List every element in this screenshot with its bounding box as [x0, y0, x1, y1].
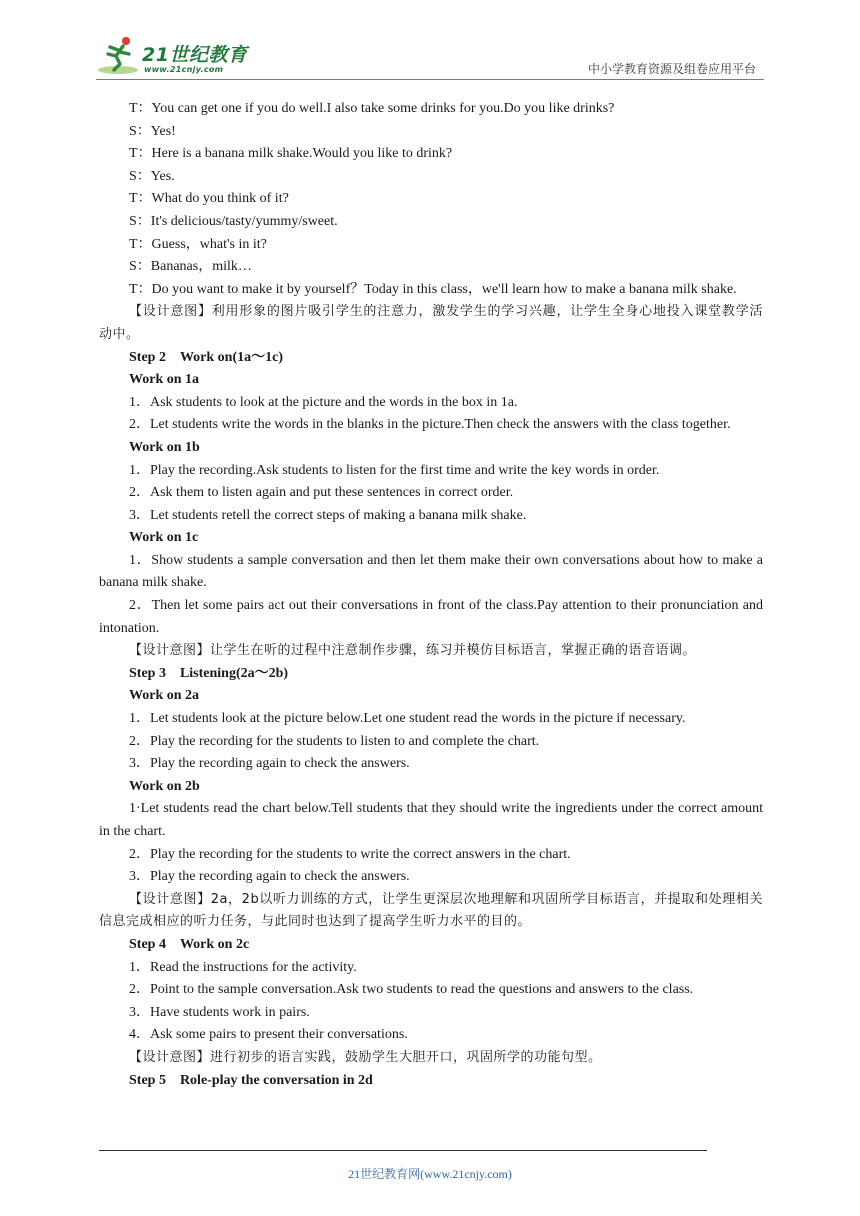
- section-heading: Step 3 Listening(2a～2b): [129, 665, 289, 681]
- design-intent-paragraph: 【设计意图】利用形象的图片吸引学生的注意力，激发学生的学习兴趣，让学生全身心地投入课堂教学活动中。: [99, 304, 763, 342]
- paragraph: 1．Read the instructions for the activity.: [129, 959, 357, 975]
- paragraph: T：Guess，what's in it?: [129, 236, 267, 252]
- paragraph: 2．Point to the sample conversation.Ask two students to read the questions and answers to the class.: [129, 982, 694, 998]
- paragraph: 2．Ask them to listen again and put these sentences in correct order.: [129, 485, 514, 501]
- section-heading: Step 4 Work on 2c: [129, 936, 250, 952]
- logo-url: www.21cnjy.com: [144, 65, 224, 74]
- paragraph: 3．Let students retell the correct steps of making a banana milk shake.: [129, 507, 527, 523]
- paragraph: T：Do you want to make it by yourself？Today in this class，we'll learn how to make a banana milk shake.: [129, 281, 737, 297]
- paragraph: 3．Have students work in pairs.: [129, 1004, 310, 1020]
- section-heading: Work on 1b: [129, 439, 200, 455]
- section-heading: Work on 1c: [129, 530, 199, 546]
- logo: [96, 34, 266, 78]
- logo-text: 21世纪教育: [142, 44, 248, 66]
- paragraph: 2．Let students write the words in the blanks in the picture.Then check the answers with the class together.: [129, 417, 731, 433]
- paragraph: 2．Play the recording for the students to write the correct answers in the chart.: [129, 846, 571, 862]
- design-intent-paragraph: 【设计意图】让学生在听的过程中注意制作步骤，练习并模仿目标语言，掌握正确的语音语调。: [129, 643, 697, 659]
- paragraph: 1．Ask students to look at the picture and the words in the box in 1a.: [129, 394, 518, 410]
- paragraph: 2．Play the recording for the students to listen to and complete the chart.: [129, 733, 540, 749]
- paragraph: T：Here is a banana milk shake.Would you like to drink?: [129, 146, 453, 162]
- page-header: [0, 0, 860, 90]
- platform-title: 中小学教育资源及组卷应用平台: [587, 62, 756, 76]
- paragraph: S：It's delicious/tasty/yummy/sweet.: [129, 213, 338, 229]
- paragraph: T：You can get one if you do well.I also take some drinks for you.Do you like drinks?: [129, 101, 615, 116]
- footer-text: 21世纪教育网(www.21cnjy.com): [348, 1167, 512, 1181]
- paragraph: T：What do you think of it?: [129, 191, 289, 207]
- paragraph: S：Yes!: [129, 123, 176, 139]
- header-divider: [96, 79, 764, 80]
- paragraph: S：Yes.: [129, 168, 175, 184]
- footer-divider: [99, 1150, 707, 1151]
- design-intent-paragraph: 【设计意图】进行初步的语言实践，鼓励学生大胆开口，巩固所学的功能句型。: [129, 1049, 602, 1065]
- section-heading: Step 5 Role-play the conversation in 2d: [129, 1072, 373, 1088]
- paragraph: 1·Let students read the chart below.Tell students that they should write the ingredients under the correct amount in the chart.: [99, 801, 763, 839]
- section-heading: Work on 2a: [129, 688, 200, 704]
- paragraph: 4．Ask some pairs to present their conversations.: [129, 1027, 408, 1043]
- paragraph: 3．Play the recording again to check the answers.: [129, 869, 410, 885]
- document-body: [99, 98, 763, 1092]
- runner-logo-icon: [96, 34, 142, 78]
- paragraph: S：Bananas，milk…: [129, 259, 252, 275]
- section-heading: Step 2 Work on(1a～1c): [129, 349, 283, 365]
- paragraph: 2．Then let some pairs act out their conversations in front of the class.Pay attention to their pronunciation and intonation.: [99, 598, 763, 636]
- paragraph: 1．Play the recording.Ask students to listen for the first time and write the key words in order.: [129, 462, 660, 478]
- paragraph: 3．Play the recording again to check the answers.: [129, 756, 410, 772]
- paragraph: 1．Show students a sample conversation and then let them make their own conversations about how to make a banana milk shake.: [99, 552, 763, 591]
- section-heading: Work on 1a: [129, 372, 200, 388]
- section-heading: Work on 2b: [129, 778, 200, 794]
- design-intent-paragraph: 【设计意图】2a，2b以听力训练的方式，让学生更深层次地理解和巩固所学目标语言，并提取和处理相关信息完成相应的听力任务，与此同时也达到了提高学生听力水平的目的。: [99, 891, 763, 930]
- paragraph: 1．Let students look at the picture below.Let one student read the words in the picture if necessary.: [129, 711, 686, 727]
